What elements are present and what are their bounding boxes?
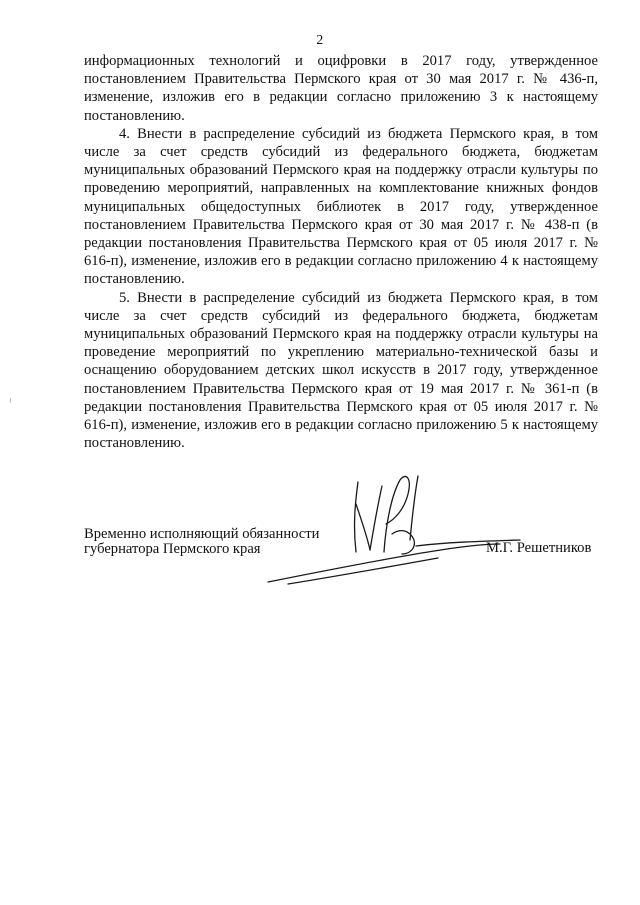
margin-mark (10, 398, 11, 403)
continuation-paragraph: информационных технологий и оцифровки в 2017 году, утвержденное постановлением Правительства Пермского края от 30 мая 2017 г. № 436-п, изменение, изложив его в редакции согласно приложению 3 к настоящему постановлению. (84, 53, 598, 124)
paragraph-item-4: 4. Внести в распределение субсидий из бюджета Пермского края, в том числе за счет средств субсидий из федерального бюджета, бюджетам муниципальных образований Пермского края на поддержку отрасли культуры по проведению мероприятий, направленных на комплектование книжных фондов муниципальных общедоступных библиотек в 2017 году, утвержденное постановлением Правительства Пермского края от 30 мая 2017 г. № 438-п (в редакции постановления Правительства Пермского края от 05 июля 2017 г. № 616-п), изменение, изложив его в редакции согласно приложению 4 к настоящему постановлению. (84, 125, 598, 288)
document-body (84, 52, 598, 452)
page-number: 2 (316, 33, 324, 48)
signer-position-line-2: губернатора Пермского края (84, 541, 261, 557)
paragraph-item-5: 5. Внести в распределение субсидий из бюджета Пермского края, в том числе за счет средств субсидий из федерального бюджета, бюджетам муниципальных образований Пермского края на поддержку отрасли культуры на проведение мероприятий по укреплению материально-технической базы и оснащению оборудованием детских школ искусств в 2017 году, утвержденное постановлением Правительства Пермского края от 19 мая 2017 г. № 361-п (в редакции постановления Правительства Пермского края от 05 июля 2017 г. № 616-п), изменение, изложив его в редакции согласно приложению 5 к настоящему постановлению. (84, 289, 598, 452)
signer-position (84, 527, 319, 557)
signer-position-line-1: Временно исполняющий обязанности (84, 526, 320, 542)
signature-block (84, 527, 614, 597)
signer-name: М.Г. Решетников (486, 540, 592, 556)
